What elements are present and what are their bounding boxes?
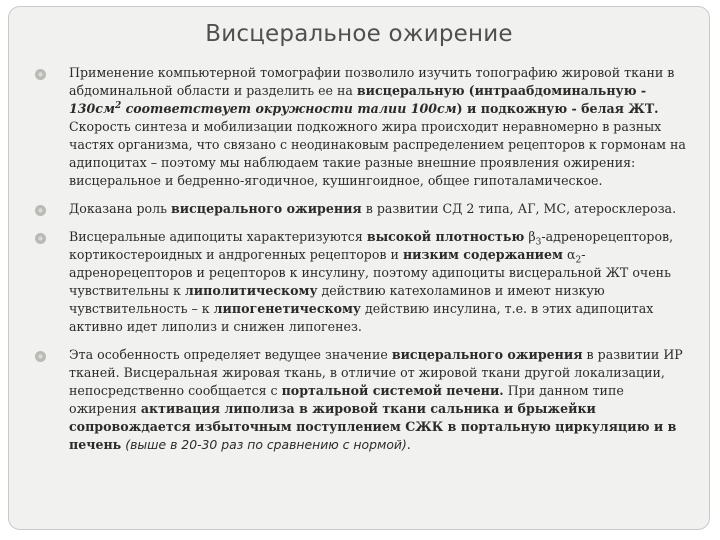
bullet-1-text: Применение компьютерной томографии позволило изучить топографию жировой ткани в абдоминальной области и разделить ее на висцеральную (интраабдоминальную - $130см^2$ соответствует окружности талии 100см) и подкожную - белая ЖТ. Скорость синтеза и мобилизации подкожного жира происходит неравномерно в разных частях организма, что связано с неодинаковым распределением рецепторов к гормонам на адипоцитах – поэтому мы наблюдаем такие разные внешние проявления ожирения: висцеральное и бедренно-ягодичное, кушингоидное, общее гипоталамическое. — [69, 65, 686, 188]
bullet-2-text: Доказана роль висцерального ожирения в развитии СД 2 типа, АГ, МС, атеросклероза. — [69, 201, 677, 216]
bullet-item-3 — [31, 228, 695, 336]
slide — [8, 6, 710, 530]
bullet-3-text: Висцеральные адипоциты характеризуются высокой плотностью $\beta_3$-адренорецепторов, кортикостероидных и андрогенных рецепторов и низким содержанием $\alpha_2$-адренорецепторов и рецепторов к инсулину, поэтому адипоциты висцеральной ЖТ очень чувствительны к липолитическому действию катехоламинов и имеют низкую чувствительность – к липогенетическому действию инсулина, т.е. в этих адипоцитах активно идет липолиз и снижен липогенез. — [69, 229, 674, 334]
bullet-item-4 — [31, 346, 695, 454]
bullet-item-2 — [31, 200, 695, 218]
slide-body — [31, 64, 695, 464]
bullet-icon — [34, 204, 47, 217]
bullet-item-1 — [31, 64, 695, 190]
slide-title: Висцеральное ожирение — [205, 21, 513, 47]
bullet-4-text: Эта особенность определяет ведущее значение висцерального ожирения в развитии ИР тканей. Висцеральная жировая ткань, в отличие от жировой ткани другой локализации, непосредственно сообщается с портальной системой печени. При данном типе ожирения активация липолиза в жировой ткани сальника и брыжейки сопровождается избыточным поступлением СЖК в портальную циркуляцию и в печень (выше в 20-30 раз по сравнению с нормой). — [69, 347, 683, 452]
bullet-icon — [34, 68, 47, 81]
bullet-icon — [34, 350, 47, 363]
bullet-icon — [34, 232, 47, 245]
